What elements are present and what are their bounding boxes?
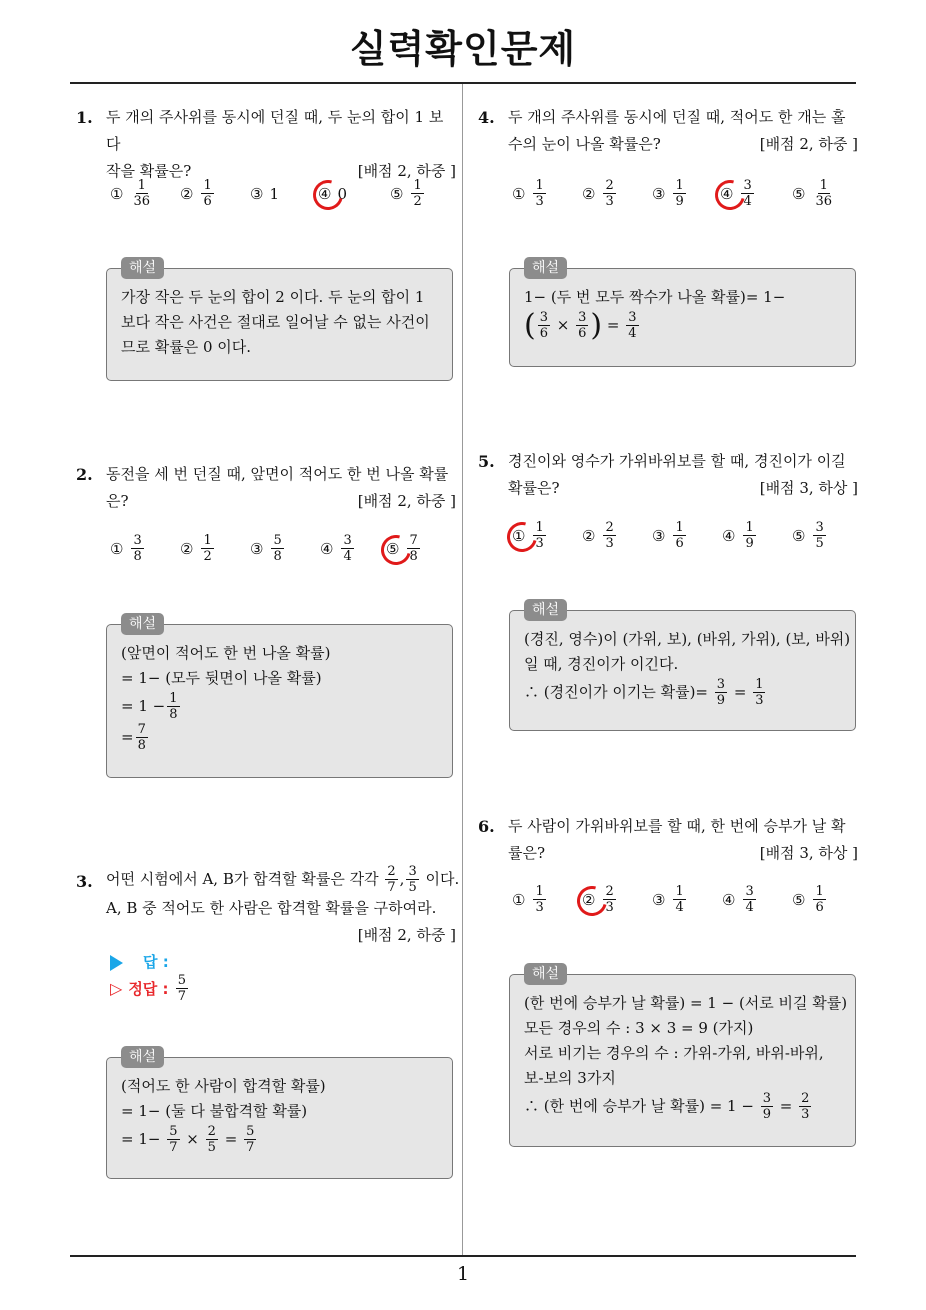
q1-selected-mark: ④ bbox=[318, 184, 332, 203]
q2-sol-line: = 1 − $\frac{1}{8}$ bbox=[121, 691, 178, 722]
q2-line2: 은? bbox=[106, 492, 129, 510]
q1-sol-line: 므로 확률은 0 이다. bbox=[121, 338, 252, 356]
q2-number: 2. bbox=[76, 465, 93, 484]
q6-choice-2[interactable]: ② $\frac{2}{3}$ bbox=[582, 884, 614, 915]
q3-correct-value: $\frac{5}{7}$ bbox=[177, 973, 187, 1004]
page-title: 실력확인문제 bbox=[349, 27, 577, 71]
q6-sol-line: 보-보의 3가지 bbox=[524, 1069, 616, 1087]
q5-sol-line: 일 때, 경진이가 이긴다. bbox=[524, 655, 679, 673]
q3-line2: A, B 중 적어도 한 사람은 합격할 확률을 구하여라. bbox=[106, 899, 437, 917]
q6-sol-line: 모든 경우의 수 : 3 × 3 = 9 (가지) bbox=[524, 1019, 754, 1037]
q1-choice-4[interactable]: ④ 0 bbox=[318, 184, 347, 203]
q5-choice-2[interactable]: ② $\frac{2}{3}$ bbox=[582, 520, 614, 551]
q1-choices bbox=[110, 178, 450, 209]
top-rule bbox=[70, 82, 856, 84]
q2-selected-mark: ⑤ bbox=[386, 539, 400, 558]
q2-sol-line: = 1− (모두 뒷면이 나올 확률) bbox=[121, 669, 322, 687]
q2-choice-5[interactable]: ⑤ $\frac{7}{8}$ bbox=[386, 533, 418, 564]
q3-meta: [배점 2, 하중 ] bbox=[357, 926, 456, 944]
q2-choices bbox=[110, 533, 446, 564]
q4-sol-line: ( $\frac{3}{6}$ × $\frac{3}{6}$ ) = $\frac{3}{4}$ bbox=[524, 307, 637, 343]
q1-number: 1. bbox=[76, 108, 93, 127]
q5-sol-line: (경진, 영수)이 (가위, 보), (바위, 가위), (보, 바위) bbox=[524, 630, 851, 648]
q4-choice-2[interactable]: ② $\frac{2}{3}$ bbox=[582, 178, 614, 209]
q2-choice-2[interactable]: ② $\frac{1}{2}$ bbox=[180, 533, 212, 564]
q4-choices bbox=[512, 178, 852, 209]
q6-sol-line: ∴ (한 번에 승부가 날 확률) = 1 − $\frac{3}{9}$ = $\frac{2}{3}$ bbox=[524, 1091, 810, 1122]
q1-sol-line: 가장 작은 두 눈의 합이 2 이다. 두 눈의 합이 1 bbox=[121, 288, 425, 306]
q4-meta: [배점 2, 하중 ] bbox=[759, 135, 858, 153]
q6-meta: [배점 3, 하상 ] bbox=[759, 844, 858, 862]
q3-sol-line: = 1− (둘 다 불합격할 확률) bbox=[121, 1102, 308, 1120]
q4-number: 4. bbox=[478, 108, 495, 127]
q4-selected-mark: ④ bbox=[720, 184, 734, 203]
q2-sol-line: (앞면이 적어도 한 번 나올 확률) bbox=[121, 644, 331, 662]
q4-line1: 두 개의 주사위를 동시에 던질 때, 적어도 한 개는 홀 bbox=[508, 108, 846, 126]
q1-choice-5[interactable]: ⑤ $\frac{1}{2}$ bbox=[390, 178, 422, 209]
q2-text bbox=[106, 461, 456, 515]
q4-text bbox=[508, 104, 858, 158]
bottom-rule bbox=[70, 1255, 856, 1257]
q4-choice-5[interactable]: ⑤ $\frac{1}{36}$ bbox=[792, 178, 832, 209]
q6-text bbox=[508, 813, 858, 867]
q3-line1: 어떤 시험에서 A, B가 합격할 확률은 각각 $\frac{2}{7}$ , $\frac{3}{5}$ 이다. bbox=[106, 864, 460, 895]
q1-line2: 작을 확률은? bbox=[106, 162, 192, 180]
q3-answer-row[interactable]: 답 : bbox=[110, 951, 169, 972]
q3-sol-line: = 1− $\frac{5}{7}$ × $\frac{2}{5}$ = $\frac{5}{7}$ bbox=[121, 1124, 255, 1155]
q5-number: 5. bbox=[478, 452, 495, 471]
q5-choice-4[interactable]: ④ $\frac{1}{9}$ bbox=[722, 520, 754, 551]
q5-line1: 경진이와 영수가 가위바위보를 할 때, 경진이가 이길 bbox=[508, 452, 846, 470]
play-icon bbox=[110, 955, 123, 971]
q2-line1: 동전을 세 번 던질 때, 앞면이 적어도 한 번 나올 확률 bbox=[106, 465, 449, 483]
q6-choice-3[interactable]: ③ $\frac{1}{4}$ bbox=[652, 884, 684, 915]
q4-choice-1[interactable]: ① $\frac{1}{3}$ bbox=[512, 178, 544, 209]
q6-line2: 률은? bbox=[508, 844, 546, 862]
q5-meta: [배점 3, 하상 ] bbox=[759, 479, 858, 497]
q5-choice-5[interactable]: ⑤ $\frac{3}{5}$ bbox=[792, 520, 824, 551]
q4-sol-line: 1− (두 번 모두 짝수가 나올 확률)= 1− bbox=[524, 288, 786, 306]
q2-choice-4[interactable]: ④ $\frac{3}{4}$ bbox=[320, 533, 352, 564]
q5-solution-box: 해설 (경진, 영수)이 (가위, 보), (바위, 가위), (보, 바위) 일 때, 경진이가 이긴다. ∴ (경진이가 이기는 확률)= $\frac{3}{9}$ = $\frac{1}{3}$ bbox=[509, 610, 856, 731]
q1-line1: 두 개의 주사위를 동시에 던질 때, 두 눈의 합이 1 보다 bbox=[106, 108, 444, 153]
q3-text bbox=[106, 864, 460, 949]
q4-line2: 수의 눈이 나올 확률은? bbox=[508, 135, 661, 153]
q3-number: 3. bbox=[76, 872, 93, 891]
q2-meta: [배점 2, 하중 ] bbox=[357, 492, 456, 510]
q1-choice-3[interactable]: ③ 1 bbox=[250, 184, 279, 203]
q1-solution-box bbox=[106, 260, 453, 381]
q4-choice-3[interactable]: ③ $\frac{1}{9}$ bbox=[652, 178, 684, 209]
q6-sol-line: (한 번에 승부가 날 확률) = 1 − (서로 비길 확률) bbox=[524, 994, 848, 1012]
q6-choices bbox=[512, 884, 852, 915]
column-divider bbox=[462, 84, 463, 1256]
q1-choice-1[interactable]: ① $\frac{1}{36}$ bbox=[110, 178, 150, 209]
q3-correct-row: ▷ 정답 : $\frac{5}{7}$ bbox=[110, 973, 187, 1004]
q6-number: 6. bbox=[478, 817, 495, 836]
q6-sol-line: 서로 비기는 경우의 수 : 가위-가위, 바위-바위, bbox=[524, 1044, 824, 1062]
q5-choice-3[interactable]: ③ $\frac{1}{6}$ bbox=[652, 520, 684, 551]
q3-solution-box: 해설 (적어도 한 사람이 합격할 확률) = 1− (둘 다 불합격할 확률) = 1− $\frac{5}{7}$ × $\frac{2}{5}$ = $\frac{5}{7}$ bbox=[106, 1057, 453, 1179]
page-number: 1 bbox=[456, 1263, 470, 1285]
q5-sol-line: ∴ (경진이가 이기는 확률)= $\frac{3}{9}$ = $\frac{1}{3}$ bbox=[524, 677, 764, 708]
outline-triangle-icon: ▷ bbox=[110, 979, 123, 998]
q1-sol-line: 보다 작은 사건은 절대로 일어날 수 없는 사건이 bbox=[121, 313, 430, 331]
q5-text bbox=[508, 448, 858, 502]
q1-choice-2[interactable]: ② $\frac{1}{6}$ bbox=[180, 178, 212, 209]
q6-selected-mark: ② bbox=[582, 890, 596, 909]
q5-choice-1[interactable]: ① $\frac{1}{3}$ bbox=[512, 520, 544, 551]
q4-solution-box: 해설 1− (두 번 모두 짝수가 나올 확률)= 1− ( $\frac{3}{6}$ × $\frac{3}{6}$ ) = $\frac{3}{4}$ bbox=[509, 268, 856, 367]
q6-choice-4[interactable]: ④ $\frac{3}{4}$ bbox=[722, 884, 754, 915]
q4-choice-4[interactable]: ④ $\frac{3}{4}$ bbox=[720, 178, 752, 209]
q6-choice-5[interactable]: ⑤ $\frac{1}{6}$ bbox=[792, 884, 824, 915]
q6-solution-box: 해설 (한 번에 승부가 날 확률) = 1 − (서로 비길 확률) 모든 경우의 수 : 3 × 3 = 9 (가지) 서로 비기는 경우의 수 : 가위-가위, 바위-바위, 보-보의 3가지 ∴ (한 번에 승부가 날 확률) = 1 − $\frac{3}{9}$ = $\frac{2}{3}$ bbox=[509, 974, 856, 1147]
solution-tag: 해설 bbox=[121, 257, 164, 279]
q5-selected-mark: ① bbox=[512, 526, 526, 545]
q1-text bbox=[106, 104, 456, 185]
q1-meta: [배점 2, 하중 ] bbox=[357, 162, 456, 180]
q5-line2: 확률은? bbox=[508, 479, 560, 497]
q5-choices bbox=[512, 520, 852, 551]
q2-sol-line: = $\frac{7}{8}$ bbox=[121, 722, 146, 753]
q6-choice-1[interactable]: ① $\frac{1}{3}$ bbox=[512, 884, 544, 915]
q2-solution-box: 해설 (앞면이 적어도 한 번 나올 확률) = 1− (모두 뒷면이 나올 확률) = 1 − $\frac{1}{8}$ = $\frac{7}{8}$ bbox=[106, 624, 453, 778]
q2-choice-3[interactable]: ③ $\frac{5}{8}$ bbox=[250, 533, 282, 564]
q2-choice-1[interactable]: ① $\frac{3}{8}$ bbox=[110, 533, 142, 564]
q6-line1: 두 사람이 가위바위보를 할 때, 한 번에 승부가 날 확 bbox=[508, 817, 846, 835]
q3-sol-line: (적어도 한 사람이 합격할 확률) bbox=[121, 1077, 326, 1095]
